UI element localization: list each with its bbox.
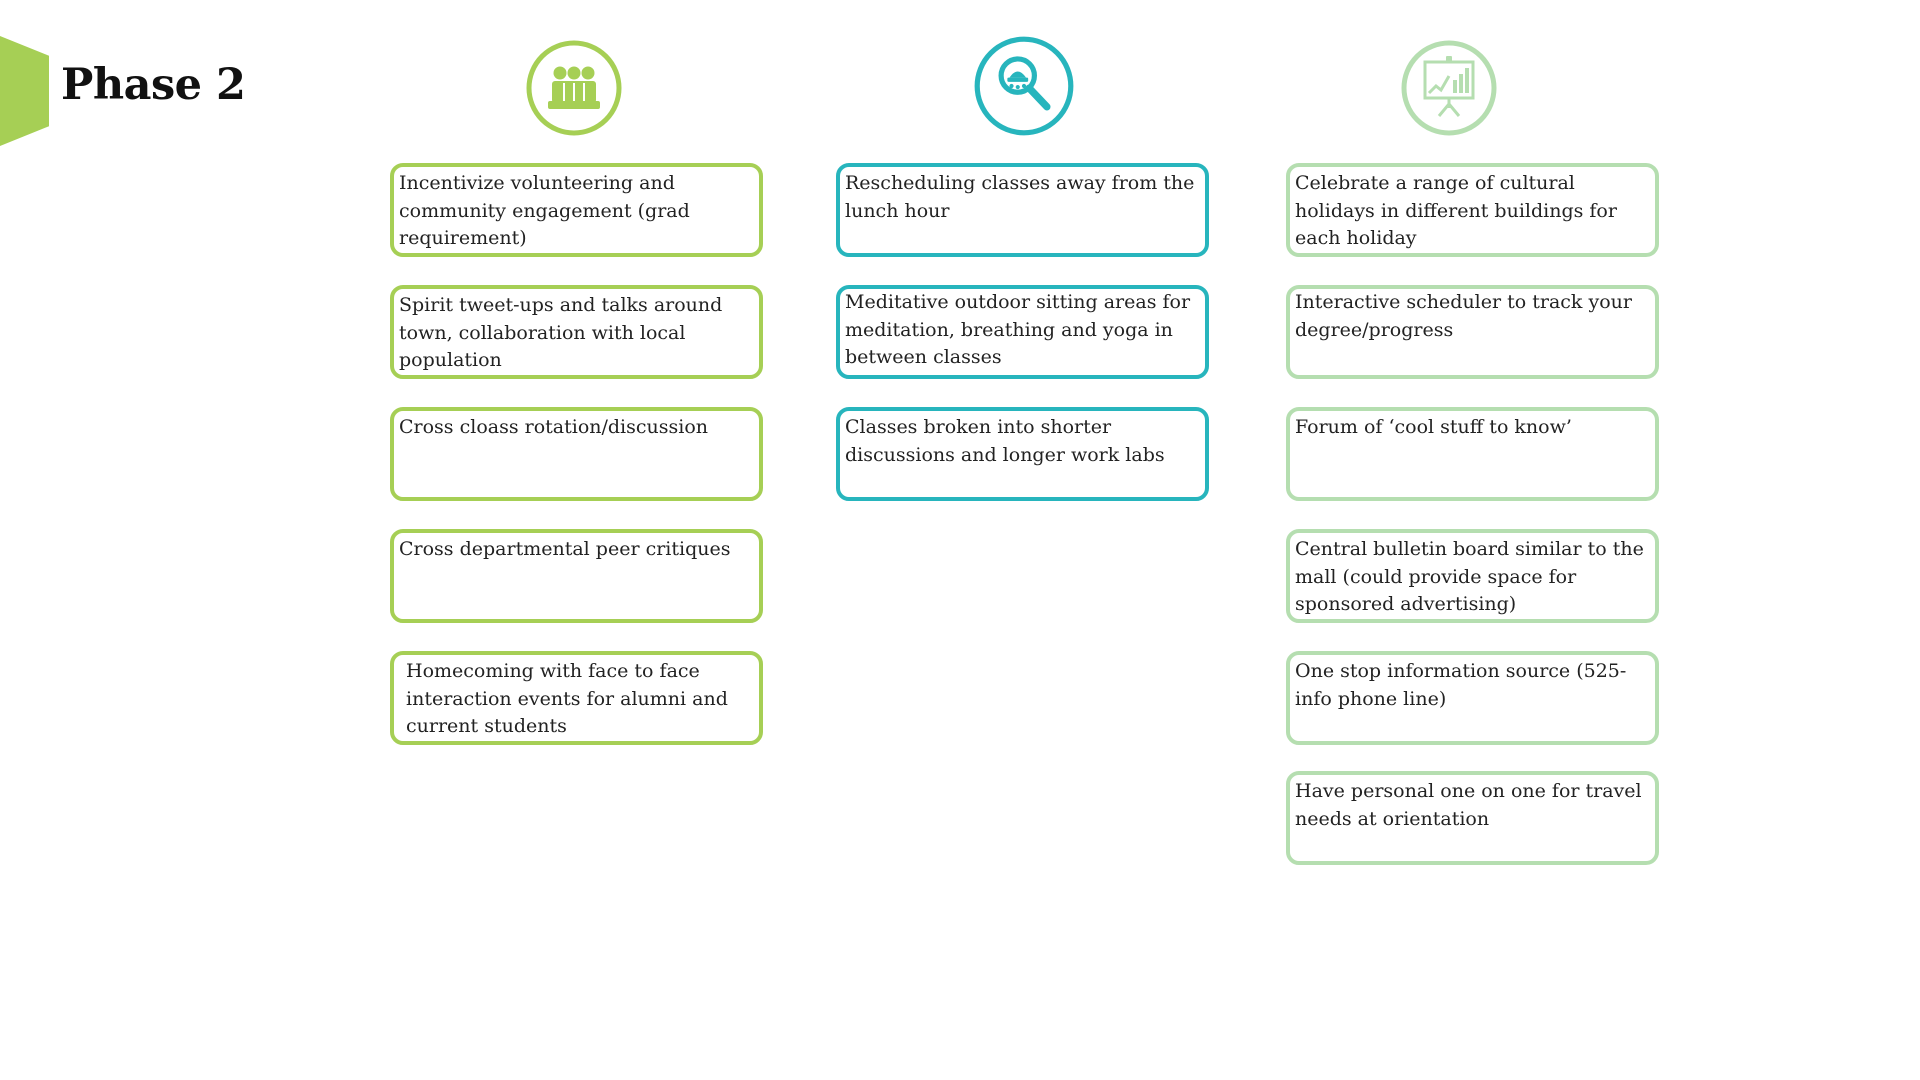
idea-card: Incentivize volunteering and community engagement (grad requirement): [390, 163, 763, 257]
idea-card: Rescheduling classes away from the lunch hour: [836, 163, 1209, 257]
idea-card: Cross departmental peer critiques: [390, 529, 763, 623]
idea-card: Meditative outdoor sitting areas for meditation, breathing and yoga in between classes: [836, 285, 1209, 379]
idea-card: Homecoming with face to face interaction events for alumni and current students: [390, 651, 763, 745]
idea-card: Have personal one on one for travel needs at orientation: [1286, 771, 1659, 865]
page-title: Phase 2: [61, 60, 246, 110]
title-accent-tab: [0, 36, 49, 146]
idea-card: Forum of ‘cool stuff to know’: [1286, 407, 1659, 501]
idea-card: Cross cloass rotation/discussion: [390, 407, 763, 501]
idea-card: Spirit tweet-ups and talks around town, collaboration with local population: [390, 285, 763, 379]
idea-card: Celebrate a range of cultural holidays in different buildings for each holiday: [1286, 163, 1659, 257]
presentation-chart-icon: [1399, 38, 1499, 138]
idea-card: Central bulletin board similar to the mall (could provide space for sponsored advertising): [1286, 529, 1659, 623]
idea-card: One stop information source (525-info phone line): [1286, 651, 1659, 745]
people-group-icon: [524, 38, 624, 138]
magnifier-search-icon: [972, 34, 1076, 138]
idea-card: Interactive scheduler to track your degree/progress: [1286, 285, 1659, 379]
idea-card: Classes broken into shorter discussions and longer work labs: [836, 407, 1209, 501]
